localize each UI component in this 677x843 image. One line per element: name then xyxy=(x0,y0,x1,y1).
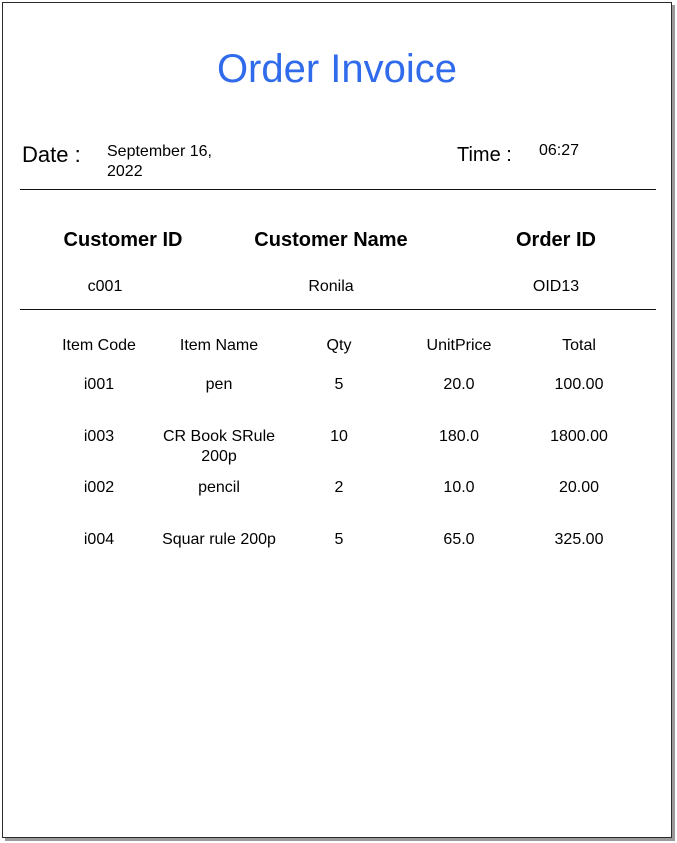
invoice-page xyxy=(2,2,672,838)
col-header-qty: Qty xyxy=(326,337,352,354)
item-code-cell: i002 xyxy=(83,479,115,496)
col-header-total: Total xyxy=(562,337,596,354)
item-code-cell: i001 xyxy=(83,376,115,393)
item-total-cell: 100.00 xyxy=(554,376,604,393)
order-id-value: OID13 xyxy=(532,278,580,295)
item-total-cell: 1800.00 xyxy=(550,428,608,445)
order-id-header: Order ID xyxy=(515,229,597,251)
customer-name-value: Ronila xyxy=(308,278,354,295)
item-name-cell: pen xyxy=(205,376,233,393)
item-unit-price-cell: 65.0 xyxy=(443,531,475,548)
item-code-cell: i003 xyxy=(83,428,115,445)
item-unit-price-cell: 10.0 xyxy=(443,479,475,496)
item-qty-cell: 10 xyxy=(330,428,348,445)
item-total-cell: 20.00 xyxy=(558,479,600,496)
col-header-item-code: Item Code xyxy=(62,337,136,354)
customer-id-header: Customer ID xyxy=(63,229,183,251)
item-qty-cell: 5 xyxy=(334,376,344,393)
item-unit-price-cell: 20.0 xyxy=(443,376,475,393)
invoice-title: Order Invoice xyxy=(216,47,458,91)
item-name-cell: Squar rule 200p xyxy=(162,531,276,548)
time-label: Time : xyxy=(457,144,512,166)
date-value: September 16, 2022 xyxy=(107,143,212,180)
divider-top xyxy=(20,189,656,190)
customer-name-header: Customer Name xyxy=(254,229,408,251)
item-name-cell: pencil xyxy=(198,479,240,496)
item-qty-cell: 2 xyxy=(334,479,344,496)
time-value: 06:27 xyxy=(539,142,580,159)
customer-id-value: c001 xyxy=(87,278,123,295)
item-code-cell: i004 xyxy=(83,531,115,548)
item-name-cell: CR Book SRule 200p xyxy=(162,428,276,465)
divider-middle xyxy=(20,309,656,310)
col-header-item-name: Item Name xyxy=(179,337,259,354)
date-label: Date : xyxy=(22,142,81,167)
item-unit-price-cell: 180.0 xyxy=(438,428,480,445)
col-header-unit-price: UnitPrice xyxy=(426,337,492,354)
item-total-cell: 325.00 xyxy=(554,531,604,548)
item-qty-cell: 5 xyxy=(334,531,344,548)
